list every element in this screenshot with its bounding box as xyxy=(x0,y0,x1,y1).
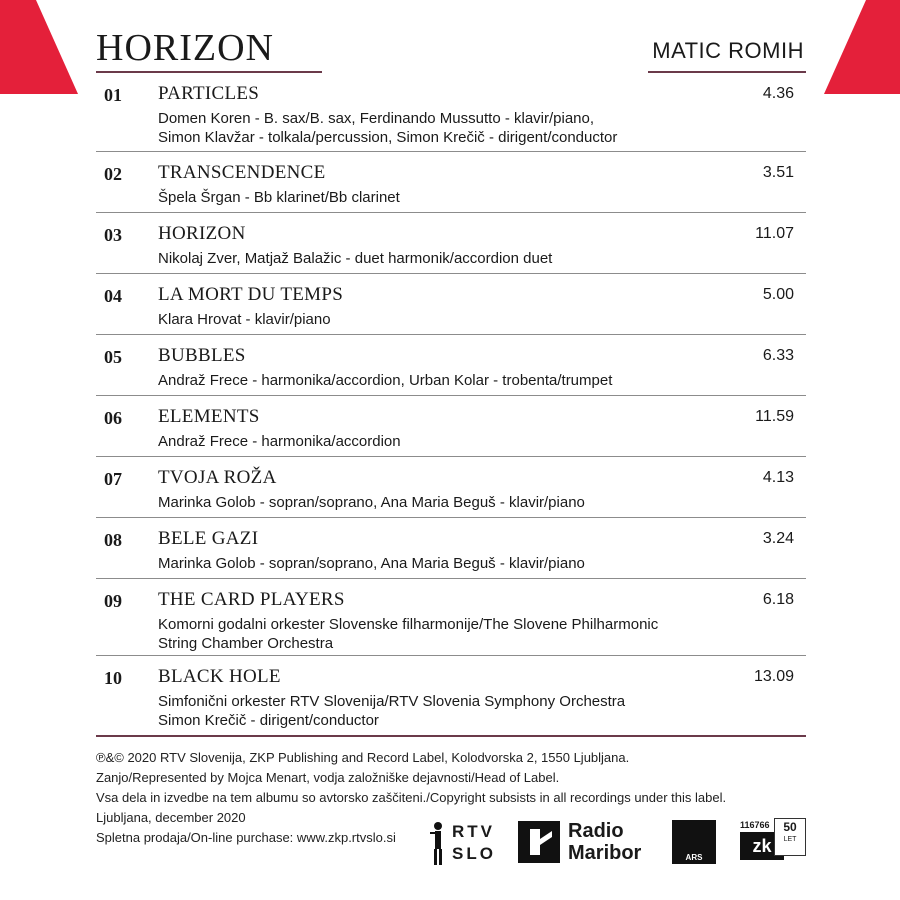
performer-line: Andraž Frece - harmonika/accordion, Urban Kolar - trobenta/trumpet xyxy=(158,372,613,389)
radio-maribor-icon xyxy=(518,821,560,863)
track-performers xyxy=(158,432,718,451)
ars-logo xyxy=(672,820,716,864)
right-corner-triangle xyxy=(820,0,900,95)
catalog-number: 116766 xyxy=(740,820,770,830)
track-performers xyxy=(158,692,718,730)
track-row xyxy=(96,335,806,396)
track-performers xyxy=(158,310,718,329)
track-performers xyxy=(158,109,718,147)
ars-icon xyxy=(672,820,716,864)
track-list xyxy=(96,73,806,737)
track-row xyxy=(96,518,806,579)
track-duration: 13.09 xyxy=(753,668,794,685)
track-title: THE CARD PLAYERS xyxy=(158,589,345,610)
performer-line: Domen Koren - B. sax/B. sax, Ferdinando Mussutto - klavir/piano, xyxy=(158,110,595,127)
zkp-logo xyxy=(740,820,797,860)
track-duration: 11.59 xyxy=(755,408,794,425)
artist-name: MATIC ROMIH xyxy=(652,38,804,63)
slo-text: SLO xyxy=(452,844,496,863)
track-performers xyxy=(158,371,718,390)
performer-line: Nikolaj Zver, Matjaž Balažic - duet harmonik/accordion duet xyxy=(158,250,553,267)
performer-line: Marinka Golob - sopran/soprano, Ana Maria Beguš - klavir/piano xyxy=(158,494,585,511)
performer-line: Simon Krečič - dirigent/conductor xyxy=(158,712,379,729)
track-performers xyxy=(158,249,718,268)
track-number: 08 xyxy=(104,530,122,550)
track-number: 04 xyxy=(104,286,122,306)
track-duration: 6.33 xyxy=(762,347,794,364)
track-number: 03 xyxy=(104,225,122,245)
track-number: 02 xyxy=(104,164,122,184)
album-title: HORIZON xyxy=(96,27,274,69)
zkp-mark: zk xyxy=(740,832,784,860)
track-row xyxy=(96,213,806,274)
radio-maribor-logo xyxy=(518,820,641,864)
let-text: LET xyxy=(783,836,797,843)
track-title: TRANSCENDENCE xyxy=(158,162,326,183)
track-row xyxy=(96,656,806,737)
track-performers xyxy=(158,188,718,207)
track-duration: 11.07 xyxy=(755,225,794,242)
trumpeter-icon xyxy=(430,820,446,866)
track-number: 05 xyxy=(104,347,122,367)
radio-text: Radio xyxy=(568,820,624,842)
performer-line: String Chamber Orchestra xyxy=(158,635,334,652)
track-performers xyxy=(158,493,718,512)
track-duration: 3.24 xyxy=(762,530,794,547)
performer-line: Komorni godalni orkester Slovenske filharmonije/The Slovene Philharmonic xyxy=(158,616,659,633)
track-number: 01 xyxy=(104,85,122,105)
maribor-text: Maribor xyxy=(568,842,642,864)
footer-line: Zanjo/Represented by Mojca Menart, vodja založniške dejavnosti/Head of Label. xyxy=(96,770,560,785)
performer-line: Klara Hrovat - klavir/piano xyxy=(158,311,331,328)
track-duration: 4.13 xyxy=(762,469,794,486)
track-number: 06 xyxy=(104,408,122,428)
track-row xyxy=(96,457,806,518)
track-duration: 3.51 xyxy=(762,164,794,181)
performer-line: Simon Klavžar - tolkala/percussion, Simon Krečič - dirigent/conductor xyxy=(158,129,618,146)
fifty-text: 50 xyxy=(783,820,797,834)
track-duration: 5.00 xyxy=(762,286,794,303)
rtv-text: RTV xyxy=(452,822,495,841)
track-title: BLACK HOLE xyxy=(158,666,281,687)
track-row xyxy=(96,396,806,457)
footer-line: Spletna prodaja/On-line purchase: www.zkp.rtvslo.si xyxy=(96,830,396,845)
track-row xyxy=(96,274,806,335)
footer-line: Ljubljana, december 2020 xyxy=(96,810,246,825)
left-corner-triangle xyxy=(0,0,80,95)
performer-line: Marinka Golob - sopran/soprano, Ana Maria Beguš - klavir/piano xyxy=(158,555,585,572)
footer-line: Vsa dela in izvedbe na tem albumu so avtorsko zaščiteni./Copyright subsists in all recordings under this label. xyxy=(96,790,727,805)
track-duration: 6.18 xyxy=(762,591,794,608)
track-title: HORIZON xyxy=(158,223,246,244)
performer-line: Špela Šrgan - Bb klarinet/Bb clarinet xyxy=(158,189,400,206)
track-number: 07 xyxy=(104,469,122,489)
track-number: 10 xyxy=(104,668,122,688)
ars-text: ARS xyxy=(685,853,703,862)
fifty-years-badge xyxy=(774,818,806,856)
track-performers xyxy=(158,615,718,653)
track-number: 09 xyxy=(104,591,122,611)
rtv-slo-logo xyxy=(430,820,496,866)
footer-line: ℗&© 2020 RTV Slovenija, ZKP Publishing and Record Label, Kolodvorska 2, 1550 Ljubljana. xyxy=(96,750,630,765)
track-title: BUBBLES xyxy=(158,345,246,366)
performer-line: Andraž Frece - harmonika/accordion xyxy=(158,433,401,450)
track-title: TVOJA ROŽA xyxy=(158,467,277,488)
track-row xyxy=(96,73,806,152)
track-title: BELE GAZI xyxy=(158,528,259,549)
track-duration: 4.36 xyxy=(762,85,794,102)
track-performers xyxy=(158,554,718,573)
performer-line: Simfonični orkester RTV Slovenija/RTV Slovenia Symphony Orchestra xyxy=(158,693,626,710)
track-title: PARTICLES xyxy=(158,83,260,104)
track-row xyxy=(96,579,806,656)
track-title: LA MORT DU TEMPS xyxy=(158,284,344,305)
track-row xyxy=(96,152,806,213)
track-title: ELEMENTS xyxy=(158,406,260,427)
